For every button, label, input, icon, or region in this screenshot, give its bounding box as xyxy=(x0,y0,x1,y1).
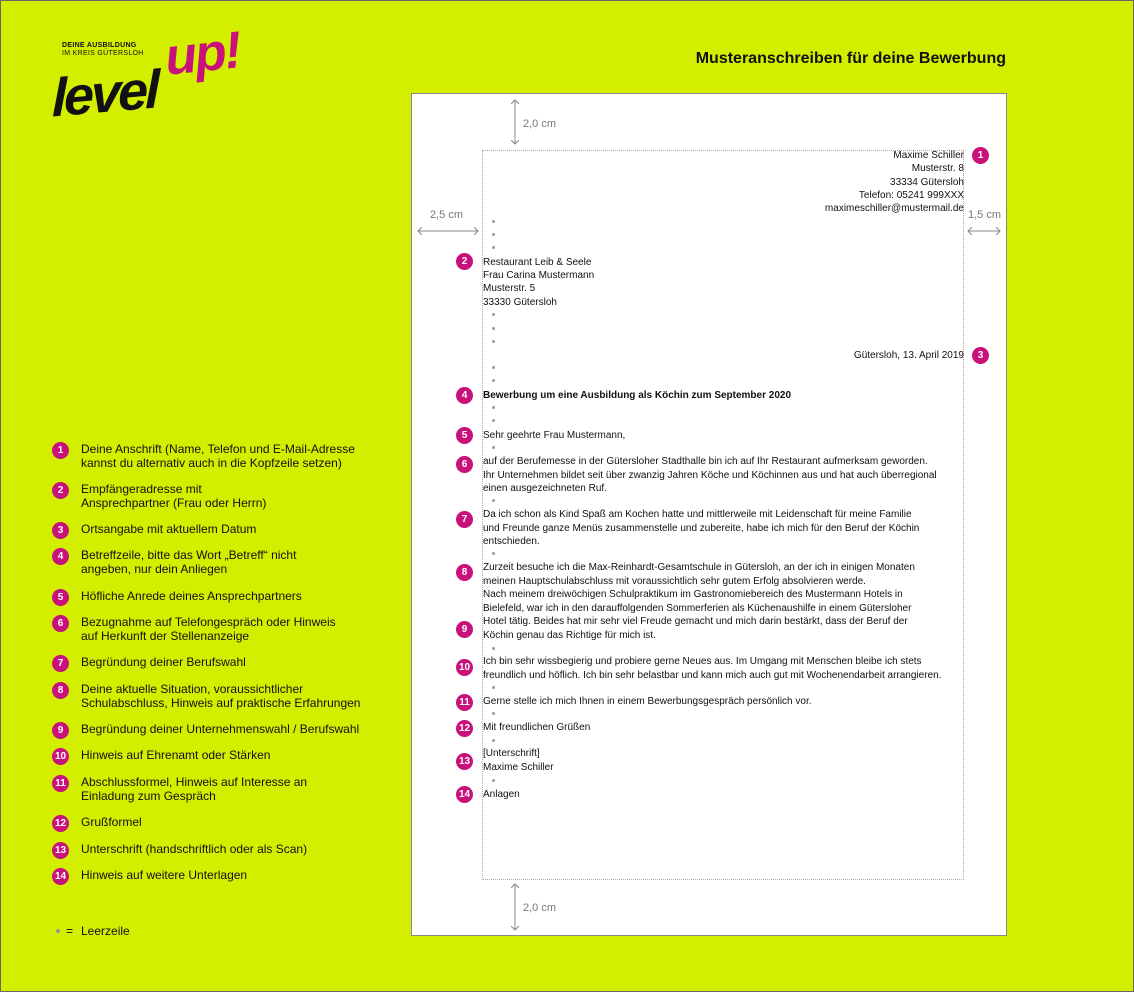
salutation-line: Sehr geehrte Frau Mustermann, xyxy=(483,430,626,441)
body-line: Gerne stelle ich mich Ihnen in einem Bewerbungsgespräch persönlich vor. xyxy=(483,696,812,707)
logo-word-up: up! xyxy=(162,21,243,87)
letter-page xyxy=(411,93,1007,936)
body-line: Bielefeld, war ich in den darauffolgenden Sommerferien als Küchenaushilfe in einem Gütersloher xyxy=(483,603,912,614)
legend-text: Deine aktuelle Situation, voraussichtlicher Schulabschluss, Hinweis auf praktische Erfahrungen xyxy=(81,682,361,710)
margin-left-label: 2,5 cm xyxy=(430,209,464,221)
number-badge: 6 xyxy=(456,456,473,473)
number-badge: 12 xyxy=(52,815,69,832)
equals-sign: = xyxy=(66,924,74,938)
legend-text: Grußformel xyxy=(81,815,142,829)
number-badge: 11 xyxy=(52,775,69,792)
number-badge: 4 xyxy=(456,387,473,404)
empty-line-dot xyxy=(492,220,495,223)
number-badge: 5 xyxy=(52,589,69,606)
signature-line: [Unterschrift] xyxy=(483,748,540,759)
body-line: Hotel tätig. Beides hat mir sehr viel Freude gemacht und mich darin bestärkt, dass der Beruf der xyxy=(483,616,908,627)
legend-text: Deine Anschrift (Name, Telefon und E-Mail-Adresse kannst du alternativ auch in die Kopfzeile setzen) xyxy=(81,442,355,470)
closing-line: Mit freundlichen Grüßen xyxy=(483,722,591,733)
legend-text: Begründung deiner Berufswahl xyxy=(81,655,246,669)
body-line: Ich bin sehr wissbegierig und probiere gerne Neues aus. Im Umgang mit Menschen bleibe ich stets xyxy=(483,656,922,667)
margin-right-label: 1,5 cm xyxy=(968,209,1002,221)
legend-text: Höfliche Anrede deines Ansprechpartners xyxy=(81,589,302,603)
empty-line-dot xyxy=(492,366,495,369)
empty-line-dot xyxy=(492,406,495,409)
recipient-line: Restaurant Leib & Seele xyxy=(483,257,592,268)
body-line: meinen Hauptschulabschluss mit voraussichtlich sehr gutem Erfolg absolvieren werde. xyxy=(483,576,866,587)
empty-line-dot xyxy=(492,712,495,715)
empty-line-dot xyxy=(492,686,495,689)
sender-line: maximeschiller@mustermail.de xyxy=(824,203,964,214)
number-badge: 9 xyxy=(52,722,69,739)
number-badge: 8 xyxy=(456,564,473,581)
body-line: Nach meinem dreiwöchigen Schulpraktikum im Gastronomiebereich des Mustermann Hotels in xyxy=(483,589,903,600)
body-line: Ihr Unternehmen bildet seit über zwanzig Jahren Köche und Köchinnen aus und hat auch überregional xyxy=(483,470,937,481)
recipient-line: Musterstr. 5 xyxy=(483,283,536,294)
body-line: freundlich und höflich. Ich bin sehr belastbar und kann mich auch gut mit Wochenendarbeit arrangieren. xyxy=(483,670,942,681)
empty-line-dot xyxy=(492,739,495,742)
empty-line-dot xyxy=(492,499,495,502)
number-badge: 10 xyxy=(456,659,473,676)
number-badge: 6 xyxy=(52,615,69,632)
logo-word-level: level xyxy=(52,59,158,129)
sender-line: 33334 Gütersloh xyxy=(890,177,964,188)
number-badge: 13 xyxy=(456,753,473,770)
number-badge: 5 xyxy=(456,427,473,444)
signature-line: Maxime Schiller xyxy=(483,762,554,773)
number-badge: 13 xyxy=(52,842,69,859)
number-badge: 7 xyxy=(52,655,69,672)
number-badge: 7 xyxy=(456,511,473,528)
legend-text: Betreffzeile, bitte das Wort „Betreff“ nicht angeben, nur dein Anliegen xyxy=(81,548,297,576)
logo-tagline: DEINE AUSBILDUNG xyxy=(62,42,137,49)
legend-text: Begründung deiner Unternehmenswahl / Berufswahl xyxy=(81,722,360,736)
number-badge: 3 xyxy=(52,522,69,539)
number-badge: 2 xyxy=(456,253,473,270)
leerzeile-label: Leerzeile xyxy=(81,924,130,938)
legend-text: Hinweis auf Ehrenamt oder Stärken xyxy=(81,748,271,762)
sender-line: Musterstr. 8 xyxy=(911,163,964,174)
recipient-line: Frau Carina Mustermann xyxy=(483,270,595,281)
legend-text: Hinweis auf weitere Unterlagen xyxy=(81,868,248,882)
level-up-logo xyxy=(52,21,272,129)
sender-line: Maxime Schiller xyxy=(893,150,964,161)
margin-top-label: 2,0 cm xyxy=(523,118,557,130)
dot-icon xyxy=(56,929,60,933)
number-badge: 8 xyxy=(52,682,69,699)
number-badge: 2 xyxy=(52,482,69,499)
body-line: entschieden. xyxy=(483,536,540,547)
number-badge: 11 xyxy=(456,694,473,711)
sender-line: Telefon: 05241 999XXX xyxy=(858,190,964,201)
recipient-line: 33330 Gütersloh xyxy=(483,297,557,308)
empty-line-dot xyxy=(492,779,495,782)
number-badge: 4 xyxy=(52,548,69,565)
number-badge: 10 xyxy=(52,748,69,765)
page-title: Musteranschreiben für deine Bewerbung xyxy=(695,50,1006,67)
empty-line-dot xyxy=(492,246,495,249)
legend-text: Unterschrift (handschriftlich oder als Scan) xyxy=(81,842,308,856)
date-line: Gütersloh, 13. April 2019 xyxy=(853,350,964,361)
number-badge: 12 xyxy=(456,720,473,737)
number-badge: 3 xyxy=(972,347,989,364)
body-line: und Freunde ganze Menüs zusammenstelle und zubereite, habe ich mich für den Beruf der Köchin xyxy=(483,523,920,534)
empty-line-dot xyxy=(492,552,495,555)
number-badge: 1 xyxy=(972,147,989,164)
body-line: auf der Berufemesse in der Gütersloher Stadthalle bin ich auf Ihr Restaurant aufmerksam geworden. xyxy=(483,456,928,467)
margin-bottom-label: 2,0 cm xyxy=(523,902,557,914)
empty-line-dot xyxy=(492,327,495,330)
legend-text: Abschlussformel, Hinweis auf Interesse an Einladung zum Gespräch xyxy=(81,775,308,803)
number-badge: 1 xyxy=(52,442,69,459)
empty-line-dot xyxy=(492,313,495,316)
empty-line-dot xyxy=(492,446,495,449)
body-line: Zurzeit besuche ich die Max-Reinhardt-Gesamtschule in Gütersloh, an der ich in einigen Monaten xyxy=(483,562,915,573)
subject-line: Bewerbung um eine Ausbildung als Köchin zum September 2020 xyxy=(483,390,792,401)
legend-text: Ortsangabe mit aktuellem Datum xyxy=(81,522,257,536)
number-badge: 14 xyxy=(52,868,69,885)
empty-line-dot xyxy=(492,340,495,343)
attachments-line: Anlagen xyxy=(483,789,520,800)
number-badge: 9 xyxy=(456,621,473,638)
logo-tagline-2: IM KREIS GÜTERSLOH xyxy=(62,50,144,57)
legend-text: Bezugnahme auf Telefongespräch oder Hinweis auf Herkunft der Stellenanzeige xyxy=(81,615,336,643)
legend-text: Empfängeradresse mit Ansprechpartner (Frau oder Herrn) xyxy=(81,482,267,510)
number-badge: 14 xyxy=(456,786,473,803)
empty-line-dot xyxy=(492,379,495,382)
body-line: einen ausgezeichneten Ruf. xyxy=(483,483,607,494)
body-line: Köchin genau das Richtige für mich ist. xyxy=(483,630,656,641)
empty-line-dot xyxy=(492,419,495,422)
empty-line-dot xyxy=(492,647,495,650)
body-line: Da ich schon als Kind Spaß am Kochen hatte und mittlerweile mit Leidenschaft für meine Familie xyxy=(483,509,912,520)
empty-line-dot xyxy=(492,233,495,236)
